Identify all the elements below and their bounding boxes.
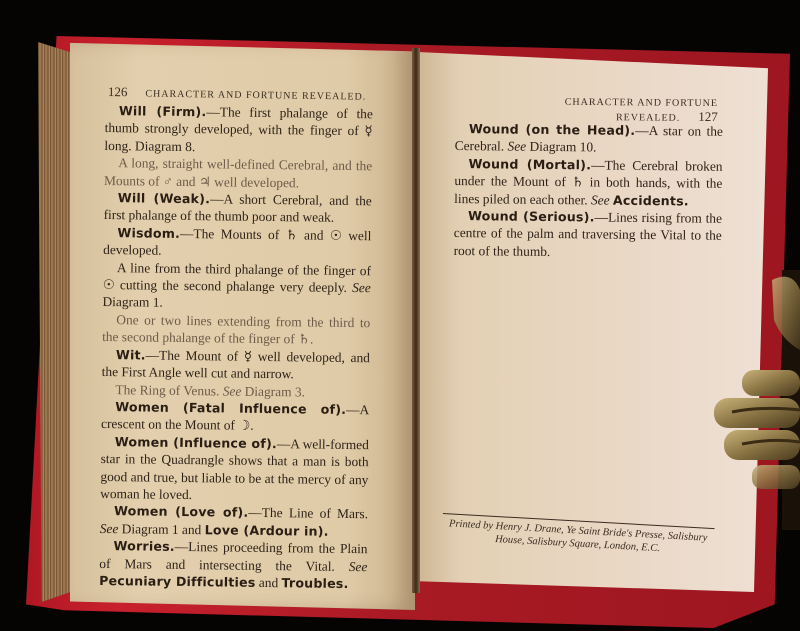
entry-text: One or two lines extending from the third to the second phalange of the finger of ♄. (102, 312, 371, 347)
right-page-number: 127 (698, 108, 718, 125)
entry-term: Will (Firm). (118, 103, 207, 120)
entry-text: —The Mount of ☿ well developed, and the First Angle well cut and narrow. (101, 347, 370, 382)
see-label: See (99, 520, 119, 536)
entry-wound-serious (454, 207, 723, 262)
entry-text: —Lines rising from the centre of the palm and traversing the Vital to the root of the thumb. (453, 209, 723, 259)
entry-women-fatal (101, 398, 369, 436)
right-running-title: CHARACTER AND FORTUNE REVEALED. (564, 96, 718, 124)
entry-term: Women (Fatal Influence of). (115, 399, 347, 417)
entry-text: A line from the third phalange of the finger of ☉ cutting the second phalange very deeply. (102, 259, 372, 296)
entry-will-firm-2 (104, 154, 372, 192)
entry-will-weak (104, 189, 372, 227)
entry-and: and (258, 574, 279, 591)
entry-wound-head (455, 120, 723, 158)
entry-text: —The Mounts of ♄ and ☉ well developed. (103, 225, 372, 258)
entry-see: Diagram 1. (102, 294, 163, 311)
entry-women-love (100, 502, 368, 540)
entry-term: Wit. (115, 346, 146, 363)
entry-wound-mortal (454, 155, 723, 210)
entry-wisdom (103, 224, 371, 262)
see-label: See (222, 382, 242, 399)
entry-text: The Ring of Venus. (115, 381, 220, 398)
entry-term: Worries. (113, 538, 175, 555)
entry-text: —A star on the Cerebral. (454, 122, 723, 154)
see-label: See (590, 192, 610, 208)
entry-term: Wound (on the Head). (468, 121, 636, 138)
entry-text: —A short Cerebral, and the first phalange of the thumb poor and weak. (103, 191, 372, 226)
right-page-text (454, 120, 723, 262)
see-label: See (348, 558, 368, 574)
brass-hand-holder-icon (712, 270, 800, 530)
see-term: Troubles. (281, 575, 349, 591)
entry-term: Wound (Serious). (467, 208, 595, 225)
entry-term: Wound (Mortal). (468, 155, 592, 173)
entry-wit (102, 346, 370, 384)
entry-see: Diagram 1 and (121, 520, 202, 537)
entry-term: Women (Influence of). (114, 433, 278, 451)
entry-text: —Lines proceeding from the Plain of Mars and intersecting the Vital. (99, 539, 368, 574)
entry-text: A long, straight well-defined Cerebral, and the Mounts of ♂ and ♃ well developed. (103, 155, 373, 191)
entry-wisdom-3 (102, 311, 370, 349)
entry-women-influence (100, 433, 369, 506)
left-page-number: 126 (107, 84, 128, 100)
entry-term: Women (Love of). (113, 503, 249, 521)
entry-text: —The Line of Mars. (248, 505, 369, 522)
entry-worries (99, 537, 368, 592)
entry-will-firm (104, 102, 373, 157)
entry-term: Wisdom. (117, 225, 181, 241)
imprint-text: Printed by Henry J. Drane, Ye Saint Bride's Presse, Salisbury House, Salisbury Square, London, E.C. (448, 518, 708, 555)
see-label: See (352, 280, 371, 296)
left-running-title: CHARACTER AND FORTUNE REVEALED. (145, 88, 367, 103)
book-gutter (412, 48, 420, 593)
entry-text: —A well-formed star in the Quadrangle shows that a man is both good and true, but liable to be at the mercy of any woman he loved. (100, 435, 369, 503)
entry-see: Diagram 10. (529, 139, 597, 155)
see-term: Love (Ardour in). (204, 522, 329, 539)
entry-see: Diagram 8. (134, 138, 196, 154)
entry-text: —The first phalange of the thumb strongly developed, with the finger of ☿ long. (104, 104, 373, 154)
page-block-edge (38, 42, 74, 602)
see-term: Accidents. (612, 192, 689, 209)
entry-text: —The Cerebral broken under the Mount of ♄ in both hands, with the lines piled on each other. (454, 157, 723, 208)
entry-term: Will (Weak). (117, 190, 211, 207)
entry-text: —A crescent on the Mount of ☽. (100, 401, 370, 434)
left-page-text (99, 102, 373, 593)
entry-see: Diagram 3. (244, 383, 306, 399)
entry-wisdom-2 (102, 259, 371, 314)
see-term: Pecuniary Difficulties (99, 572, 256, 590)
see-label: See (507, 138, 527, 155)
